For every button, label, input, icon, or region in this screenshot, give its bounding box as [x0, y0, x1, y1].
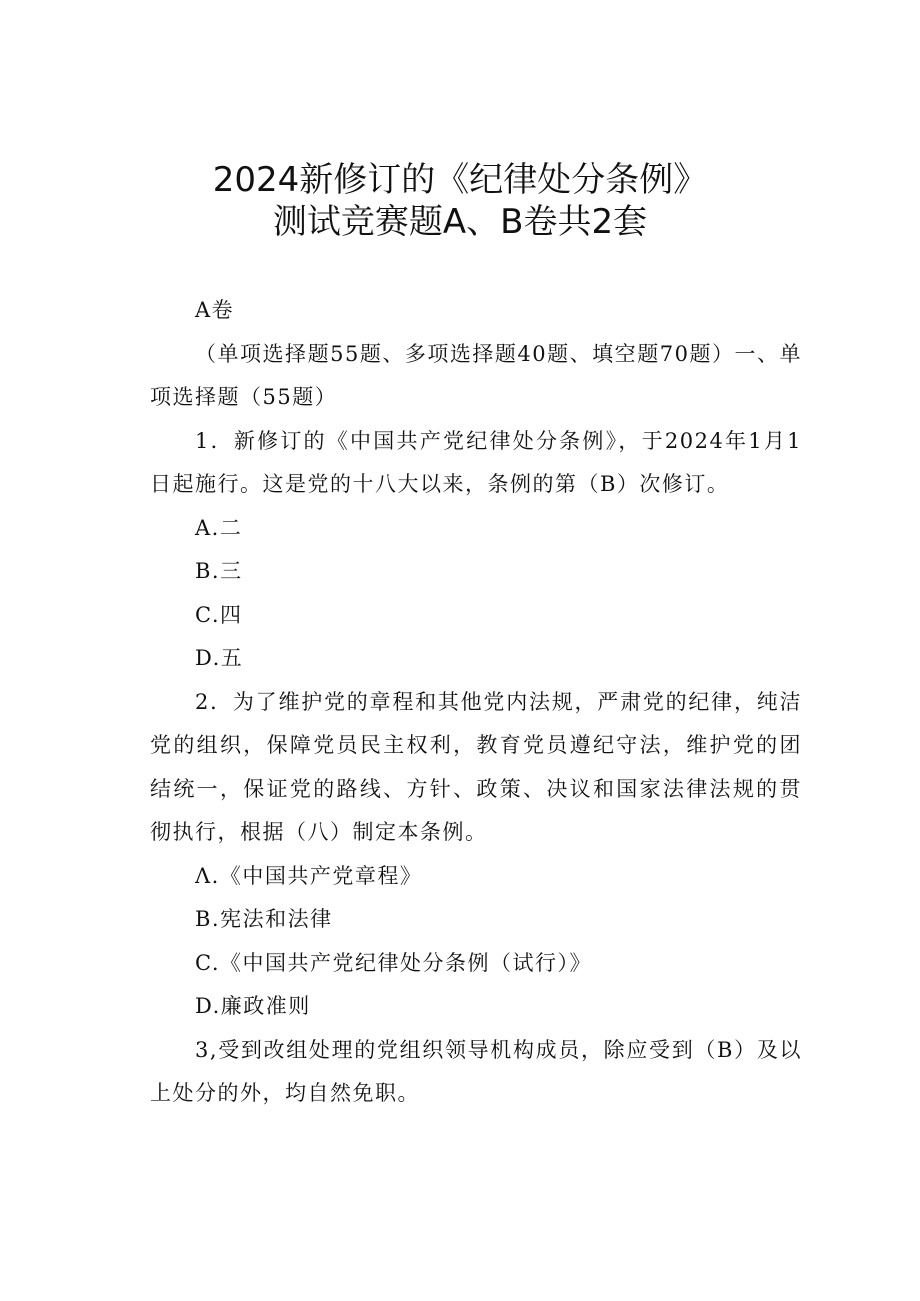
document-body: [150, 289, 802, 1116]
question-1-option-b: B.三: [195, 559, 243, 583]
document-title-line-1: 2024新修订的《纪律处分条例》: [212, 160, 708, 200]
document-title-line-2: 测试竞赛题A、B卷共2套: [272, 202, 648, 242]
question-2-option-b: B.宪法和法律: [195, 907, 333, 931]
section-heading-a: A卷: [195, 298, 235, 322]
question-3: 3,受到改组处理的党组织领导机构成员，除应受到（B）及以上处分的外，均自然免职。: [150, 1037, 802, 1105]
question-1: 1．新修订的《中国共产党纪律处分条例》，于2024年1月1日起施行。这是党的十八大以来，条例的第（B）次修订。: [150, 428, 802, 496]
question-2-option-a: Λ.《中国共产党章程》: [195, 863, 423, 888]
question-1-option-d: D.五: [195, 646, 244, 670]
question-1-option-c: C.四: [195, 602, 243, 627]
question-2-option-d: D.廉政准则: [195, 994, 311, 1018]
question-2-option-c: C.《中国共产党纪律处分条例（试行）》: [195, 950, 592, 975]
question-2: 2．为了维护党的章程和其他党内法规，严肃党的纪律，纯洁党的组织，保障党员民主权利，教育党员遵纪守法，维护党的团结统一，保证党的路线、方针、政策、决议和国家法律法规的贯彻执行，根据（八）制定本条例。: [150, 689, 802, 844]
question-type-summary: （单项选择题55题、多项选择题40题、填空题70题）一、单项选择题（55题）: [150, 341, 802, 409]
question-1-option-a: A.二: [195, 515, 243, 540]
